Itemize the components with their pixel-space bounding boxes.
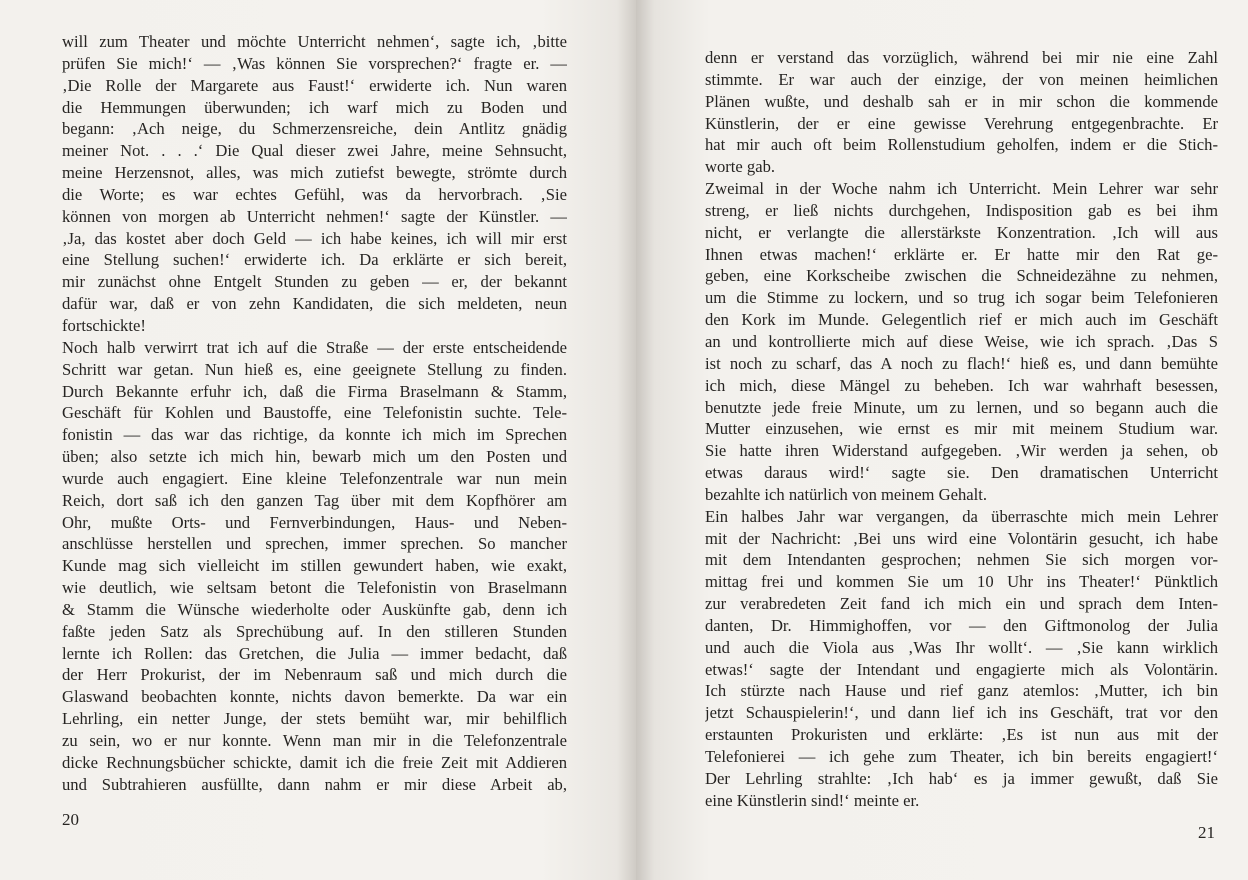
- text-line: Künstlerin, der er eine gewisse Verehrung entgegenbrachte. Er: [705, 113, 1218, 133]
- text-line: Plänen wußte, und deshalb sah er in mir schon die kommende: [705, 91, 1218, 111]
- text-line: Mutter einzusehen, wie ernst es mir mit meinem Studium war.: [705, 419, 1218, 439]
- text-line: benutzte jede freie Minute, um zu lernen, und so begann auch die: [705, 397, 1218, 417]
- text-line: Ihnen etwas machen!‘ erklärte er. Er hatte mir den Rat ge-: [705, 244, 1218, 264]
- text-line: wie deutlich, wie seltsam betont die Telefonistin von Braselmann: [62, 578, 567, 598]
- left-page-text: [62, 31, 567, 796]
- text-line: streng, er ließ nichts durchgehen, Indisposition gab es bei ihm: [705, 200, 1218, 220]
- text-line: will zum Theater und möchte Unterricht nehmen‘, sagte ich, ‚bitte: [62, 32, 567, 51]
- text-line: denn er verstand das vorzüglich, während bei mir nie eine Zahl: [705, 48, 1218, 67]
- text-line: Der Lehrling strahlte: ‚Ich hab‘ es ja immer gewußt, daß Sie: [705, 768, 1218, 788]
- text-line: fortschickte!: [62, 315, 146, 335]
- text-line: Glaswand beobachten konnte, nichts davon bemerkte. Da war ein: [62, 687, 567, 707]
- text-line: mit dem Intendanten gesprochen; nehmen Sie sich morgen vor-: [705, 550, 1218, 570]
- text-line: um die Stimme zu lockern, und so trug ich sogar beim Telefonieren: [705, 288, 1218, 308]
- text-line: zu sein, wo er nur konnte. Wenn man mir in die Telefonzentrale: [62, 731, 567, 750]
- text-line: Reich, dort saß ich den ganzen Tag über mit dem Kopfhörer am: [62, 490, 567, 510]
- text-line: & Stamm die Wünsche wiederholte oder Auskünfte gab, denn ich: [62, 599, 567, 619]
- text-line: mit der Nachricht: ‚Bei uns wird eine Volontärin gesucht, ich habe: [705, 528, 1218, 548]
- text-line: ist noch zu scharf, das A noch zu flach!‘ hieß es, und dann bemühte: [705, 353, 1218, 373]
- text-line: und Subtrahieren ausfüllte, dann nahm er mir diese Arbeit ab,: [62, 774, 567, 794]
- text-line: die Worte; es war echtes Gefühl, was da hervorbrach. ‚Sie: [62, 184, 567, 204]
- text-line: Sie hatte ihren Widerstand aufgegeben. ‚Wir werden ja sehen, ob: [705, 441, 1218, 461]
- text-line: geben, eine Korkscheibe zwischen die Schneidezähne zu nehmen,: [705, 266, 1218, 286]
- text-line: den Kork im Munde. Gelegentlich rief er mich auch im Geschäft: [705, 310, 1218, 330]
- text-line: wurde auch engagiert. Eine kleine Telefonzentrale war nun mein: [62, 468, 567, 488]
- text-line: zur verabredeten Zeit fand ich mich ein und sprach dem Inten-: [705, 594, 1218, 614]
- text-line: begann: ‚Ach neige, du Schmerzensreiche, dein Antlitz gnädig: [62, 119, 567, 139]
- text-line: Zweimal in der Woche nahm ich Unterricht. Mein Lehrer war sehr: [705, 179, 1218, 199]
- text-line: faßte jeden Satz als Sprechübung auf. In den stilleren Stunden: [62, 621, 567, 641]
- text-line: fonistin — das war das richtige, da konnte ich mich im Sprechen: [62, 425, 567, 445]
- text-line: Lehrling, ein netter Junge, der stets bemüht war, mir behilflich: [62, 709, 567, 729]
- text-line: Durch Bekannte erfuhr ich, daß die Firma Braselmann & Stamm,: [62, 381, 567, 401]
- page-number: 20: [62, 810, 79, 829]
- text-line: können von morgen ab Unterricht nehmen!‘ sagte der Künstler. —: [62, 206, 567, 226]
- text-line: Ohr, mußte Orts- und Fernverbindungen, Haus- und Neben-: [62, 512, 567, 532]
- text-line: anschlüsse herstellen und sprechen, immer sprechen. So mancher: [62, 534, 567, 554]
- text-line: der Herr Prokurist, der im Nebenraum saß und mich durch die: [62, 665, 567, 685]
- text-line: mittag frei und kommen Sie um 10 Uhr ins Theater!‘ Pünktlich: [705, 572, 1218, 592]
- text-line: nicht, er verlangte die allerstärkste Konzentration. ‚Ich will aus: [705, 222, 1218, 242]
- text-line: hat mir auch oft beim Rollenstudium geholfen, indem er die Stich-: [705, 135, 1218, 155]
- text-line: Ich stürzte nach Hause und rief ganz atemlos: ‚Mutter, ich bin: [705, 681, 1218, 701]
- text-line: an und kontrollierte mich auf diese Weise, wie ich sprach. ‚Das S: [705, 331, 1218, 351]
- text-line: prüfen Sie mich!‘ — ‚Was können Sie vorsprechen?‘ fragte er. —: [62, 53, 567, 73]
- text-line: mir zunächst ohne Entgelt Stunden zu geben — er, der bekannt: [62, 272, 567, 292]
- text-line: Noch halb verwirrt trat ich auf die Straße — der erste entscheidende: [62, 337, 567, 357]
- text-line: danten, Dr. Himmighoffen, vor — den Giftmonolog der Julia: [705, 615, 1218, 635]
- text-line: etwas!‘ sagte der Intendant und engagierte mich als Volontärin.: [705, 659, 1218, 679]
- text-line: eine Künstlerin sind!‘ meinte er.: [705, 790, 920, 810]
- text-line: bezahlte ich natürlich von meinem Gehalt.: [705, 484, 987, 504]
- text-line: worte gab.: [705, 157, 776, 177]
- text-line: und auch die Viola aus ‚Was Ihr wollt‘. — ‚Sie kann wirklich: [705, 637, 1218, 657]
- text-line: jetzt Schauspielerin!‘, und dann lief ich ins Geschäft, trat vor den: [705, 703, 1218, 723]
- text-line: ich mich, diese Mängel zu beheben. Ich war wahrhaft besessen,: [705, 375, 1218, 395]
- text-line: Schritt war getan. Nun hieß es, eine geeignete Stellung zu finden.: [62, 359, 567, 379]
- text-line: Telefonierei — ich gehe zum Theater, ich bin bereits engagiert!‘: [705, 747, 1218, 766]
- text-line: dafür war, daß er von zehn Kandidaten, die sich meldeten, neun: [62, 294, 567, 314]
- text-line: meine Herzensnot, alles, was mich zutiefst bewegte, strömte durch: [62, 163, 567, 183]
- text-line: eine Stellung suchen!‘ erwiderte ich. Da erklärte er sich bereit,: [62, 250, 567, 270]
- text-line: Ein halbes Jahr war vergangen, da überraschte mich mein Lehrer: [705, 506, 1218, 526]
- text-line: erstaunten Prokuristen und erklärte: ‚Es ist nun aus mit der: [705, 725, 1218, 745]
- text-line: lernte ich Rollen: das Gretchen, die Julia — immer bedacht, daß: [62, 643, 567, 663]
- right-page: [636, 0, 1248, 880]
- text-line: Geschäft für Kohlen und Baustoffe, eine Telefonistin suchte. Tele-: [62, 403, 567, 423]
- right-page-text: [705, 47, 1218, 812]
- text-line: Kunde mag sich vielleicht im stillen gewundert haben, wie exakt,: [62, 556, 567, 576]
- text-line: üben; also setzte ich mich hin, bewarb mich um den Posten und: [62, 447, 567, 467]
- text-line: ‚Ja, das kostet aber doch Geld — ich habe keines, ich will mir erst: [62, 228, 567, 248]
- page-number: 21: [1198, 823, 1215, 842]
- text-line: meiner Not. . . .‘ Die Qual dieser zwei Jahre, meine Sehnsucht,: [62, 141, 567, 161]
- text-line: ‚Die Rolle der Margarete aus Faust!‘ erwiderte ich. Nun waren: [62, 75, 567, 95]
- text-line: stimmte. Er war auch der einzige, der von meinen heimlichen: [705, 69, 1218, 89]
- text-line: dicke Rechnungsbücher schickte, damit ich die freie Zeit mit Addieren: [62, 752, 567, 772]
- text-line: die Hemmungen überwunden; ich warf mich zu Boden und: [62, 97, 567, 117]
- text-line: etwas daraus wird!‘ sagte sie. Den dramatischen Unterricht: [705, 463, 1218, 483]
